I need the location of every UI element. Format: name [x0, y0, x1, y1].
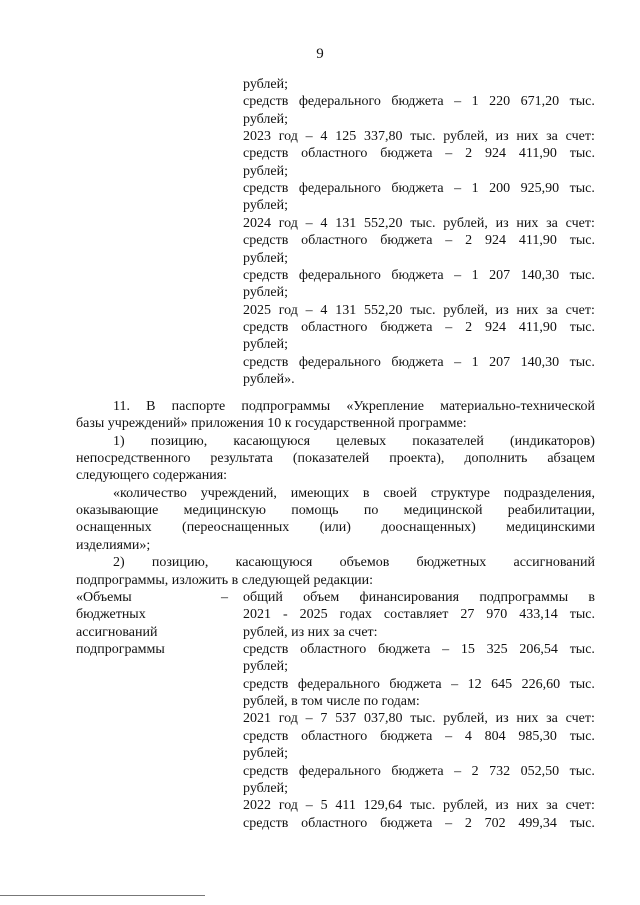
table-dash: – [221, 590, 228, 605]
footnote-rule [0, 895, 205, 896]
top-block-line: рублей; [243, 337, 288, 353]
top-block-line: рублей; [243, 77, 288, 92]
table-value-line: средств областного бюджета – 4 804 985,30 тыс. [243, 728, 595, 744]
table-value-line: 2022 год – 5 411 129,64 тыс. рублей, из них за счет: [243, 798, 595, 814]
table-label-line: бюджетных [76, 607, 146, 623]
top-block-line: 2024 год – 4 131 552,20 тыс. рублей, из них за счет: [243, 215, 595, 231]
body-paragraph-line: 2) позицию, касающуюся объемов бюджетных ассигнований [113, 555, 595, 571]
table-value-line: рублей; [243, 659, 288, 675]
table-value-line: общий объем финансирования подпрограммы в [243, 590, 595, 605]
table-value-line: средств областного бюджета – 15 325 206,54 тыс. [243, 642, 595, 658]
top-block-line: средств областного бюджета – 2 924 411,90 тыс. [243, 146, 595, 162]
table-value-line: средств федерального бюджета – 12 645 226,60 тыс. [243, 676, 595, 692]
body-paragraph-line: оснащенных (переоснащенных (или) дооснащенных) медицинскими [76, 520, 595, 536]
top-block-line: средств федерального бюджета – 1 207 140,30 тыс. [243, 354, 595, 370]
top-block-line: 2025 год – 4 131 552,20 тыс. рублей, из них за счет: [243, 302, 595, 318]
top-block-line: 2023 год – 4 125 337,80 тыс. рублей, из них за счет: [243, 129, 595, 145]
table-value-line: средств федерального бюджета – 2 732 052,50 тыс. [243, 763, 595, 779]
table-label-line: «Объемы [76, 590, 132, 605]
table-value-line: средств областного бюджета – 2 702 499,34 тыс. [243, 815, 595, 831]
table-label-line: ассигнований [76, 624, 158, 640]
body-paragraph-line: изделиями»; [76, 537, 151, 553]
body-paragraph-line: подпрограммы, изложить в следующей редакции: [76, 572, 374, 588]
top-block-line: рублей». [243, 371, 295, 387]
table-value-line: рублей, в том числе по годам: [243, 694, 420, 710]
table-label-line: подпрограммы [76, 642, 165, 658]
top-block-line: рублей; [243, 198, 288, 214]
body-paragraph-line: непосредственного результата (показателей проекта), дополнить абзацем [76, 451, 595, 467]
top-block-line: рублей; [243, 250, 288, 266]
table-value-line: рублей; [243, 780, 288, 796]
top-block-line: средств федерального бюджета – 1 200 925,90 тыс. [243, 181, 595, 197]
page-number: 9 [316, 46, 324, 62]
body-paragraph-line: оказывающие медицинскую помощь по медицинской реабилитации, [76, 503, 595, 519]
body-paragraph-line: 1) позицию, касающуюся целевых показателей (индикаторов) [113, 433, 595, 449]
table-value-line: 2021 год – 7 537 037,80 тыс. рублей, из них за счет: [243, 711, 595, 727]
top-block-line: средств федерального бюджета – 1 220 671,20 тыс. [243, 94, 595, 110]
table-value-line: рублей, из них за счет: [243, 624, 378, 640]
body-paragraph-line: 11. В паспорте подпрограммы «Укрепление материально-технической [113, 399, 595, 414]
top-block-line: рублей; [243, 285, 288, 301]
body-paragraph-line: «количество учреждений, имеющих в своей структуре подразделения, [113, 485, 595, 501]
top-block-line: средств областного бюджета – 2 924 411,90 тыс. [243, 233, 595, 249]
top-block-line: рублей; [243, 111, 288, 127]
top-block-line: средств областного бюджета – 2 924 411,90 тыс. [243, 319, 595, 335]
table-value-line: 2021 - 2025 годах составляет 27 970 433,14 тыс. [243, 607, 595, 623]
top-block-line: рублей; [243, 163, 288, 179]
body-paragraph-line: базы учреждений» приложения 10 к государственной программе: [76, 416, 467, 432]
table-value-line: рублей; [243, 746, 288, 762]
body-paragraph-line: следующего содержания: [76, 468, 228, 484]
top-block-line: средств федерального бюджета – 1 207 140,30 тыс. [243, 267, 595, 283]
